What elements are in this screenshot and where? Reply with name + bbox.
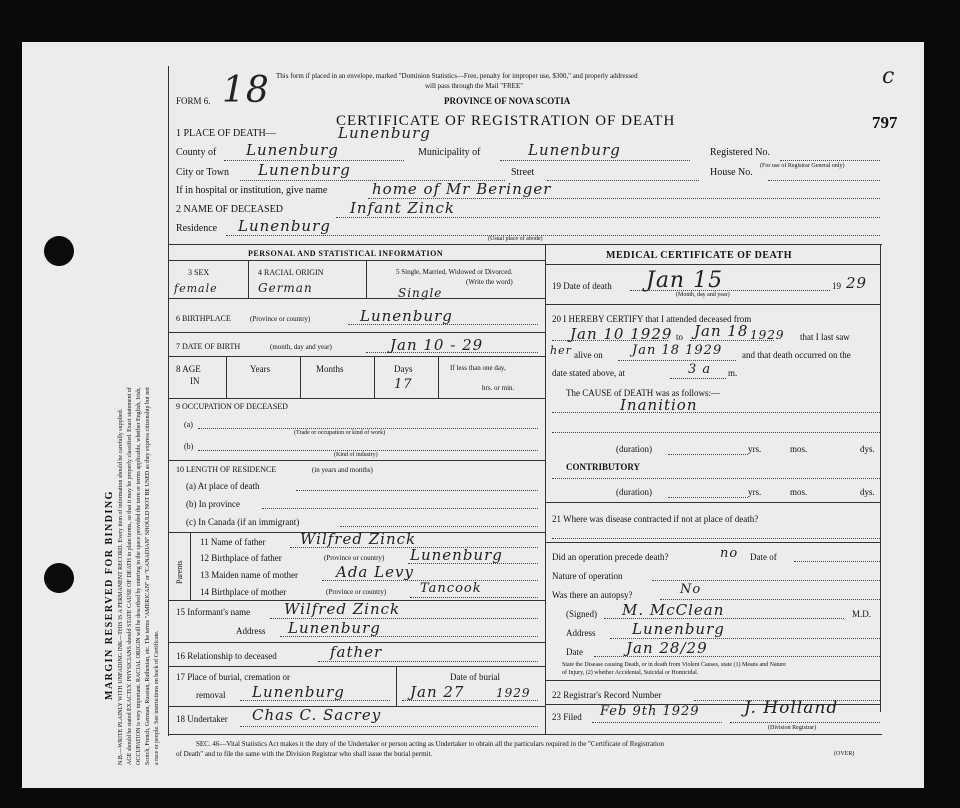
dob-label: 7 DATE OF BIRTH: [176, 342, 241, 351]
province-name: PROVINCE OF NOVA SCOTIA: [444, 96, 571, 106]
father-name-label: 11 Name of father: [200, 537, 266, 547]
column-divider: [545, 244, 546, 734]
undertaker-label: 18 Undertaker: [176, 714, 228, 724]
signed-date-label: Date: [566, 647, 583, 657]
residence-c: (c) In Canada (if an immigrant): [186, 517, 300, 527]
residence-b: (b) In province: [186, 499, 240, 509]
alive-date-value: Jan 18 1929: [632, 343, 723, 358]
mother-name-value: Ada Levy: [336, 563, 414, 581]
informant-address-label: Address: [236, 626, 266, 636]
death-date-label: 19 Date of death: [552, 281, 612, 291]
stamp-number: 797: [872, 113, 898, 132]
operation-date-label: Date of: [750, 552, 777, 562]
deceased-name-value: Infant Zinck: [350, 199, 455, 217]
cause-dys: dys.: [860, 444, 875, 454]
mother-birth-value: Tancook: [420, 581, 482, 596]
undertaker-value: Chas C. Sacrey: [252, 706, 382, 724]
corner-mark: c: [882, 64, 896, 89]
nature-label: Nature of operation: [552, 571, 623, 581]
informant-value: Wilfred Zinck: [284, 600, 401, 618]
time-value: 3 a: [688, 362, 712, 377]
attended-year-value: 1929: [750, 328, 785, 342]
burial-date-label: Date of burial: [450, 672, 500, 682]
father-name-value: Wilfred Zinck: [300, 530, 417, 548]
footer-line-2: of Death" and to file the same with the Division Registrar who shall issue the burial permit.: [176, 750, 433, 758]
death-date-note: (Month, day and year): [676, 292, 730, 298]
to-label: to: [676, 332, 684, 342]
contracted-label: 21 Where was disease contracted if not at place of death?: [552, 514, 759, 524]
county-value: Lunenburg: [246, 141, 339, 159]
physician-address-label: Address: [566, 628, 596, 638]
occupation-label: 9 OCCUPATION OF DECEASED: [176, 402, 288, 411]
street-label: Street: [511, 167, 535, 178]
county-label: County of: [176, 147, 217, 158]
physician-signature: M. McClean: [622, 601, 725, 619]
filed-label: 23 Filed: [552, 712, 582, 722]
burial-label: 17 Place of burial, cremation or: [176, 672, 290, 682]
relationship-value: father: [330, 643, 383, 661]
sex-label: 3 SEX: [188, 268, 210, 277]
binding-hole-bottom: [44, 563, 74, 593]
dob-value: Jan 10 - 29: [390, 336, 484, 354]
registered-note: (For use of Registrar General only): [760, 163, 845, 169]
burial-place-value: Lunenburg: [252, 683, 345, 701]
last-saw-label: that I last saw: [800, 332, 850, 342]
age-months-label: Months: [316, 364, 344, 374]
father-birth-note: (Province or country): [324, 554, 385, 562]
margin-instruction-2: AGE should be stated EXACTLY. PHYSICIANS should STATE CAUSE OF DEATH in plain terms, so that it may be properly classified. Exact statement of: [127, 387, 133, 765]
marital-value: Single: [398, 286, 443, 300]
house-no-label: House No.: [710, 167, 753, 178]
informant-address-value: Lunenburg: [288, 619, 381, 637]
state-note-1: State the Disease causing Death, or in death from Violent Causes, state (1) Means and Nature: [562, 662, 786, 668]
operation-label: Did an operation precede death?: [552, 552, 669, 562]
residence-length-label: 10 LENGTH OF RESIDENCE: [176, 465, 277, 474]
margin-instruction-4: Scotch, French, German, Russian, Ruthenian, etc. The terms "AMERICAN" or "CANADIAN" SHOULD NOT BE USED as they express citizenship but not: [145, 387, 151, 765]
mother-name-label: 13 Maiden name of mother: [200, 570, 298, 580]
deceased-name-label: 2 NAME OF DECEASED: [176, 204, 283, 215]
age-label: 8 AGE: [176, 364, 201, 374]
burial-date-value: Jan 27: [410, 683, 465, 701]
margin-binding-label: MARGIN RESERVED FOR BINDING: [104, 490, 115, 700]
occupation-a: (a): [184, 420, 193, 429]
father-birth-value: Lunenburg: [410, 546, 503, 564]
footer-over: (OVER): [834, 751, 855, 757]
age-in: IN: [190, 376, 200, 386]
contrib-yrs: yrs.: [748, 487, 762, 497]
less-than-day: If less than one day,: [450, 364, 506, 372]
form-number: FORM 6.: [176, 96, 211, 106]
cause-mos: mos.: [790, 444, 808, 454]
cause-yrs: yrs.: [748, 444, 762, 454]
place-of-death-label: 1 PLACE OF DEATH—: [176, 128, 276, 139]
attended-to-value: Jan 18: [694, 322, 749, 340]
footer-line-1: SEC. 46—Vital Statistics Act makes it the duty of the Undertaker or person acting as Undertaker to obtain all the particulars required in the "Certificate of Registration: [196, 740, 665, 748]
operation-value: no: [720, 546, 739, 561]
residence-label: Residence: [176, 223, 218, 234]
state-note-2: of Injury, (2) whether Accidental, Suicidal or Homicidal.: [562, 670, 699, 676]
alive-prefix: her: [550, 344, 572, 357]
death-year-prefix: 19: [832, 281, 841, 291]
autopsy-value: No: [680, 582, 702, 597]
record-number-label: 22 Registrar's Record Number: [552, 690, 662, 700]
margin-instruction-3: OCCUPATION is very important. RACIAL ORIGIN will be described by entering in the space provided the term or terms applicable, whether English, Irish,: [136, 387, 142, 765]
contrib-duration-label: (duration): [616, 487, 652, 497]
registered-no-label: Registered No.: [710, 147, 770, 158]
cause-label: The CAUSE of DEATH was as follows:—: [566, 388, 720, 398]
place-of-death-value: Lunenburg: [338, 124, 431, 142]
marital-note: (Write the word): [466, 278, 513, 286]
hospital-value: home of Mr Beringer: [372, 180, 552, 198]
date-stated-label: date stated above, at: [552, 368, 625, 378]
residence-note: (Usual place of abode): [488, 236, 543, 242]
age-days-value: 17: [394, 377, 413, 392]
death-date-value: Jan 15: [646, 268, 724, 293]
occupation-b-note: (Kind of industry): [334, 452, 378, 458]
occupation-a-note: (Trade or occupation or kind of work): [294, 430, 386, 436]
father-birth-label: 12 Birthplace of father: [200, 553, 282, 563]
signed-label: (Signed): [566, 609, 597, 619]
removal-label: removal: [196, 690, 226, 700]
binding-hole-top: [44, 236, 74, 266]
margin-instruction-1: N.B.—WRITE PLAINLY WITH UNFADING INK—THIS IS A PERMANENT RECORD. Every item of information should be carefully supplied.: [118, 408, 124, 765]
physician-address-value: Lunenburg: [632, 620, 725, 638]
marital-label: 5 Single, Married, Widowed or Divorced.: [396, 268, 513, 276]
hospital-label: If in hospital or institution, give name: [176, 185, 328, 196]
autopsy-label: Was there an autopsy?: [552, 590, 633, 600]
death-occurred-label: and that death occurred on the: [742, 350, 851, 360]
birthplace-label: 6 BIRTHPLACE: [176, 314, 231, 323]
racial-label: 4 RACIAL ORIGIN: [258, 268, 324, 277]
m-suffix: m.: [728, 368, 738, 378]
signed-date-value: Jan 28/29: [626, 639, 708, 657]
racial-value: German: [258, 281, 313, 295]
relationship-label: 16 Relationship to deceased: [176, 651, 277, 661]
md-label: M.D.: [852, 609, 872, 619]
handwritten-top-mark: 18: [222, 70, 270, 111]
certificate-title: CERTIFICATE OF REGISTRATION OF DEATH: [336, 113, 676, 129]
sex-value: female: [174, 282, 218, 295]
mother-birth-label: 14 Birthplace of mother: [200, 587, 287, 597]
certify-label: 20 I HEREBY CERTIFY that I attended deceased from: [552, 314, 752, 324]
contrib-mos: mos.: [790, 487, 808, 497]
attended-from-value: Jan 10 1929: [570, 325, 673, 343]
form-left-rule: [168, 66, 169, 736]
hrs-min: hrs. or min.: [482, 384, 515, 392]
margin-instruction-5: a race or people. See instructions on back of Certificate.: [154, 630, 160, 765]
informant-label: 15 Informant's name: [176, 607, 251, 617]
registrar-label: (Division Registrar): [768, 725, 817, 731]
residence-value: Lunenburg: [238, 217, 331, 235]
age-years-label: Years: [250, 364, 271, 374]
death-year-value: 29: [846, 274, 868, 292]
residence-a: (a) At place of death: [186, 481, 260, 491]
cause-duration-label: (duration): [616, 444, 652, 454]
city-value: Lunenburg: [258, 161, 351, 179]
personal-heading: PERSONAL AND STATISTICAL INFORMATION: [248, 249, 444, 258]
contrib-dys: dys.: [860, 487, 875, 497]
mother-birth-note: (Province or country): [326, 588, 387, 596]
medical-heading: MEDICAL CERTIFICATE OF DEATH: [606, 250, 792, 261]
mail-notice-2: will pass through the Mail "FREE": [425, 82, 524, 90]
burial-year-value: 1929: [496, 686, 531, 700]
contributory-label: CONTRIBUTORY: [566, 462, 641, 472]
residence-length-note: (in years and months): [312, 466, 373, 474]
birthplace-value: Lunenburg: [360, 307, 453, 325]
mail-notice-1: This form if placed in an envelope, marked "Dominion Statistics—Free, penalty for improper use, $300," and properly addressed: [276, 72, 638, 80]
registrar-signature: J. Holland: [744, 698, 839, 718]
municipality-value: Lunenburg: [528, 141, 621, 159]
parents-label: Parents: [175, 560, 184, 584]
filed-value: Feb 9th 1929: [600, 704, 700, 719]
occupation-b: (b): [184, 442, 194, 451]
alive-on-label: alive on: [574, 350, 603, 360]
birthplace-note: (Province or country): [250, 315, 311, 323]
municipality-label: Municipality of: [418, 147, 481, 158]
dob-note: (month, day and year): [270, 343, 332, 351]
city-label: City or Town: [176, 167, 230, 178]
cause-value: Inanition: [620, 396, 698, 414]
age-days-label: Days: [394, 364, 413, 374]
